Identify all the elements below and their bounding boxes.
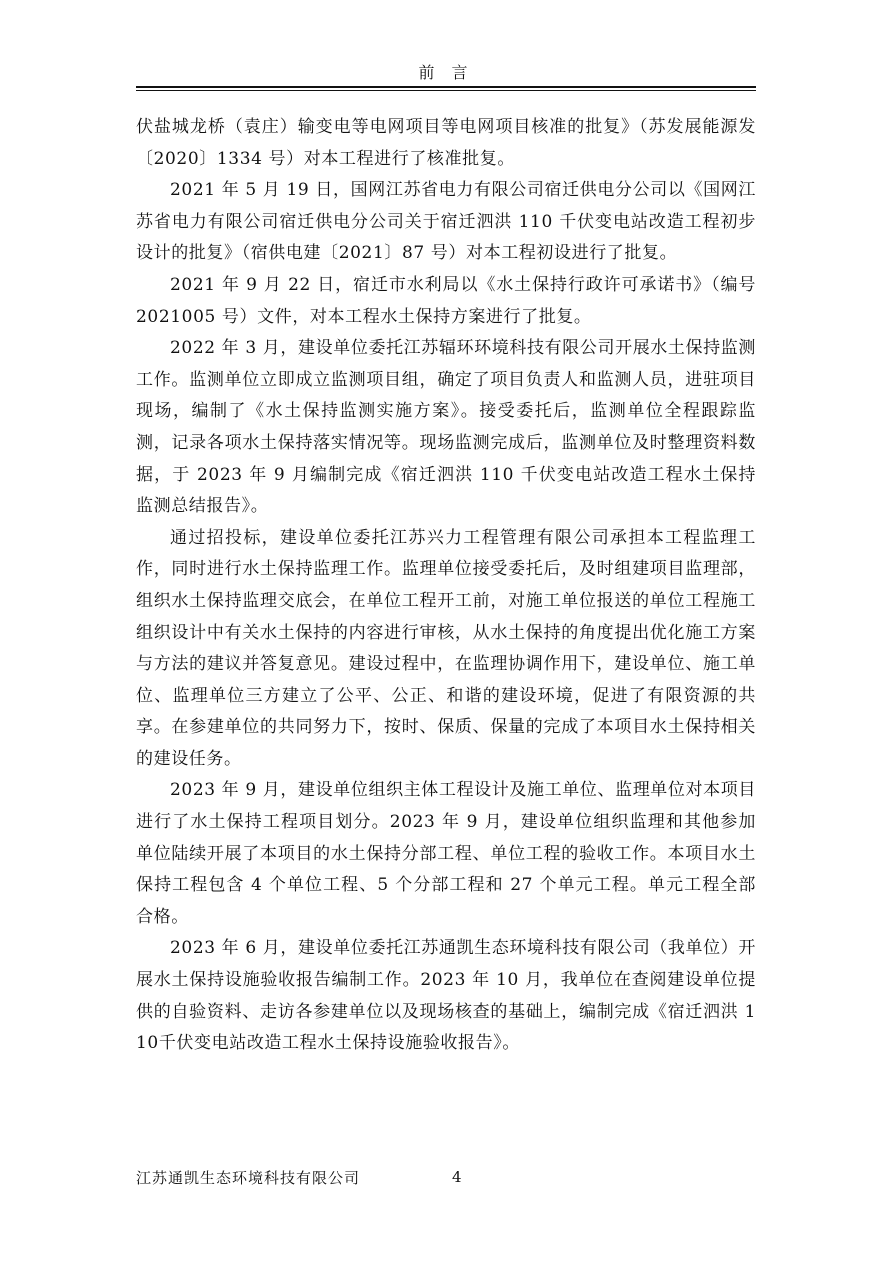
footer-page-number: 4	[452, 1168, 462, 1186]
paragraph-approval-continuation: 伏盐城龙桥（袁庄）输变电等电网项目等电网项目核准的批复》（苏发展能源发〔2020〕1334 号）对本工程进行了核准批复。	[136, 117, 756, 169]
header-divider-thin	[136, 90, 756, 91]
paragraph-project-division: 2023 年 9 月，建设单位组织主体工程设计及施工单位、监理单位对本项目进行了水土保持工程项目划分。2023 年 9 月，建设单位组织监理和其他参加单位陆续开展了本项目的水土保持分部工程、单位工程的验收工作。本项目水土保持工程包含 4 个单位工程、5 个分部工程和 27 个单元工程。单元工程全部合格。	[136, 780, 756, 927]
header-divider-thick	[136, 86, 756, 88]
paragraph-soil-conservation-approval: 2021 年 9 月 22 日，宿迁市水利局以《水土保持行政许可承诺书》（编号2021005 号）文件，对本工程水土保持方案进行了批复。	[136, 274, 756, 327]
page-header-title: 前 言	[418, 63, 474, 82]
paragraph-acceptance-report: 2023 年 6 月，建设单位委托江苏通凯生态环境科技有限公司（我单位）开展水土保持设施验收报告编制工作。2023 年 10 月，我单位在查阅建设单位提供的自验资料、走访各参建单位以及现场核查的基础上，编制完成《宿迁泗洪 110千伏变电站改造工程水土保持设施验收报告》。	[136, 938, 756, 1054]
footer-company-name: 江苏通凯生态环境科技有限公司	[136, 1169, 361, 1187]
paragraph-preliminary-design: 2021 年 5 月 19 日，国网江苏省电力有限公司宿迁供电分公司以《国网江苏省电力有限公司宿迁供电分公司关于宿迁泗洪 110 千伏变电站改造工程初步设计的批复》（宿供电建〔2021〕87 号）对本工程初设进行了批复。	[136, 180, 756, 264]
paragraph-monitoring: 2022 年 3 月，建设单位委托江苏辐环环境科技有限公司开展水土保持监测工作。监测单位立即成立监测项目组，确定了项目负责人和监测人员，进驻项目现场，编制了《水土保持监测实施方案》。接受委托后，监测单位全程跟踪监测，记录各项水土保持落实情况等。现场监测完成后，监测单位及时整理资料数据，于 2023 年 9 月编制完成《宿迁泗洪 110 千伏变电站改造工程水土保持监测总结报告》。	[136, 338, 756, 517]
paragraph-supervision: 通过招投标，建设单位委托江苏兴力工程管理有限公司承担本工程监理工作，同时进行水土保持监理工作。监理单位接受委托后，及时组建项目监理部，组织水土保持监理交底会，在单位工程开工前，对施工单位报送的单位工程施工组织设计中有关水土保持的内容进行审核，从水土保持的角度提出优化施工方案与方法的建议并答复意见。建设过程中，在监理协调作用下，建设单位、施工单位、监理单位三方建立了公平、公正、和谐的建设环境，促进了有限资源的共享。在参建单位的共同努力下，按时、保质、保量的完成了本项目水土保持相关的建设任务。	[136, 527, 756, 769]
document-body	[136, 112, 756, 1060]
